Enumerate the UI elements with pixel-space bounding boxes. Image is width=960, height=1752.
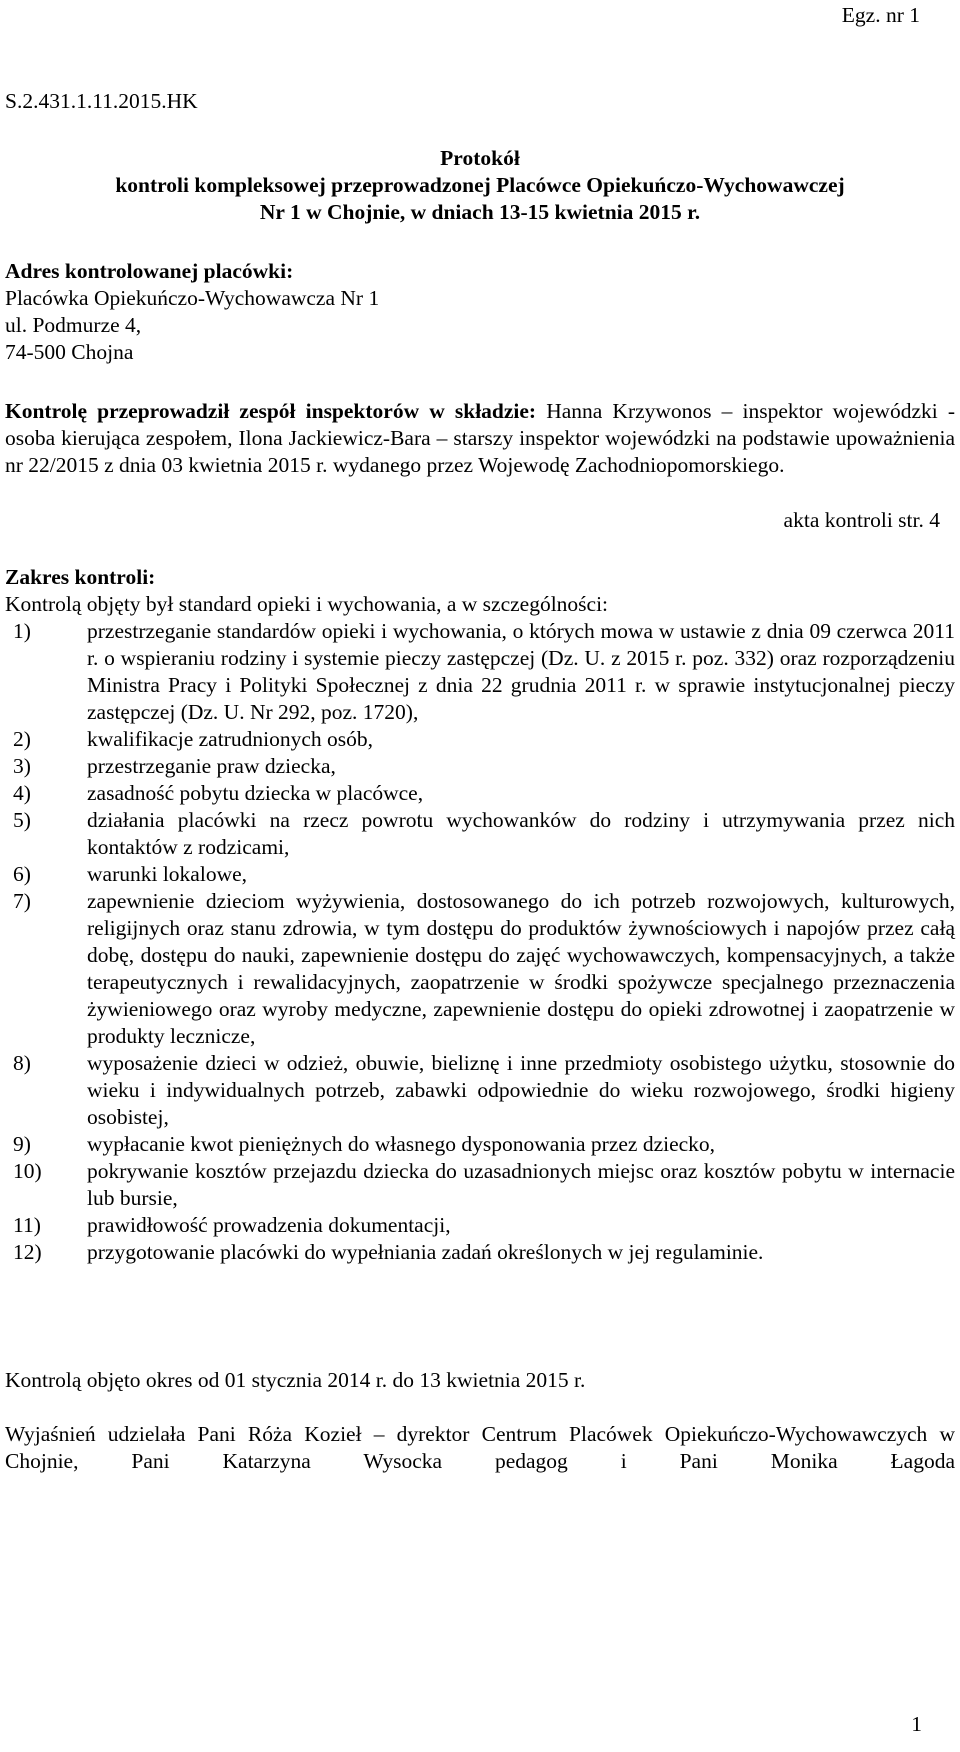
item-number: 6) (13, 862, 31, 886)
item-text: warunki lokalowe, (87, 862, 248, 886)
inspection-lead: Kontrolę przeprowadził zespół inspektorów w składzie: (5, 399, 537, 423)
list-item (5, 1158, 955, 1212)
item-number: 2) (13, 727, 31, 751)
item-text: przestrzeganie standardów opieki i wychowania, o których mowa w ustawie z dnia 09 czerwca 2011 r. o wspieraniu rodziny i systemie pieczy zastępczej (Dz. U. z 2015 r. poz. 332) oraz rozporządzeniu Ministra Pracy i Polityki Społecznej z dnia 22 grudnia 2011 r. w sprawie instytucjonalnej pieczy zastępczej (Dz. U. Nr 292, poz. 1720), (87, 619, 955, 724)
item-text: kwalifikacje zatrudnionych osób, (87, 727, 373, 751)
list-item (5, 726, 955, 753)
list-item (5, 1239, 955, 1266)
item-number: 3) (13, 754, 31, 778)
akta-reference: akta kontroli str. 4 (783, 508, 940, 532)
scope-intro: Kontrolą objęty był standard opieki i wychowania, a w szczególności: (5, 592, 609, 616)
list-item (5, 1212, 955, 1239)
list-item (5, 888, 955, 1050)
item-number: 9) (13, 1132, 31, 1156)
copy-number: Egz. nr 1 (841, 3, 920, 27)
item-number: 7) (13, 889, 31, 913)
item-text: zasadność pobytu dziecka w placówce, (87, 781, 424, 805)
item-number: 11) (13, 1213, 41, 1237)
list-item (5, 618, 955, 726)
address-city: 74-500 Chojna (5, 340, 134, 364)
list-item (5, 807, 955, 861)
address-heading: Adres kontrolowanej placówki: (5, 259, 294, 283)
list-item (5, 861, 955, 888)
title-line-1: Protokół (440, 146, 520, 170)
explanations-paragraph: Wyjaśnień udzielała Pani Róża Kozieł – dyrektor Centrum Placówek Opiekuńczo-Wychowawczych w Chojnie, Pani Katarzyna Wysocka pedagog i Pani Monika Łagoda (5, 1422, 955, 1473)
scope-heading: Zakres kontroli: (5, 565, 156, 589)
address-street: ul. Podmurze 4, (5, 313, 142, 337)
item-text: prawidłowość prowadzenia dokumentacji, (87, 1213, 451, 1237)
item-text: przestrzeganie praw dziecka, (87, 754, 336, 778)
title-line-3: Nr 1 w Chojnie, w dniach 13-15 kwietnia 2015 r. (259, 200, 701, 224)
document-title (0, 145, 960, 226)
scope-list (5, 618, 955, 1266)
item-text: pokrywanie kosztów przejazdu dziecka do uzasadnionych miejsc oraz kosztów pobytu w internacie lub bursie, (87, 1159, 955, 1210)
item-number: 5) (13, 808, 31, 832)
address-name: Placówka Opiekuńczo-Wychowawcza Nr 1 (5, 286, 380, 310)
item-number: 10) (13, 1159, 42, 1183)
item-number: 12) (13, 1240, 42, 1264)
list-item (5, 1131, 955, 1158)
item-number: 1) (13, 619, 31, 643)
title-line-2: kontroli kompleksowej przeprowadzonej Placówce Opiekuńczo-Wychowawczej (115, 173, 845, 197)
item-text: przygotowanie placówki do wypełniania zadań określonych w jej regulaminie. (87, 1240, 764, 1264)
scope-section (5, 564, 955, 1266)
item-text: zapewnienie dzieciom wyżywienia, dostosowanego do ich potrzeb rozwojowych, kulturowych, religijnych oraz stanu zdrowia, w tym dostępu do produktów żywnościowych i napojów przez całą dobę, dostępu do nauki, zapewnienie dostępu do zajęć wychowawczych, kompensacyjnych, a także terapeutycznych i rewalidacyjnych, zaopatrzenie w środki spożywcze specjalnego przeznaczenia żywieniowego oraz wyroby medyczne, zapewnienie dostępu do opieki zdrowotnej i zaopatrzenie w produkty lecznicze, (87, 889, 955, 1048)
inspection-text: Hanna Krzywonos – inspektor wojewódzki - osoba kierująca zespołem, Ilona Jackiewicz-Bara – starszy inspektor wojewódzki na podstawie upoważnienia nr 22/2015 z dnia 03 kwietnia 2015 r. wydanego przez Wojewodę Zachodniopomorskiego. (5, 399, 955, 477)
control-period: Kontrolą objęto okres od 01 stycznia 2014 r. do 13 kwietnia 2015 r. (5, 1368, 586, 1392)
item-number: 4) (13, 781, 31, 805)
address-block (5, 258, 379, 366)
item-number: 8) (13, 1051, 31, 1075)
reference-number: S.2.431.1.11.2015.HK (5, 89, 198, 113)
list-item (5, 753, 955, 780)
item-text: działania placówki na rzecz powrotu wychowanków do rodziny i utrzymywania przez nich kontaktów z rodzicami, (87, 808, 955, 859)
item-text: wyposażenie dzieci w odzież, obuwie, bieliznę i inne przedmioty osobistego użytku, stosownie do wieku i indywidualnych potrzeb, zabawki odpowiednie do wieku rozwojowego, środki higieny osobistej, (87, 1051, 955, 1129)
inspection-team-paragraph (5, 398, 955, 479)
list-item (5, 780, 955, 807)
page-number: 1 (911, 1712, 922, 1736)
item-text: wypłacanie kwot pieniężnych do własnego dysponowania przez dziecko, (87, 1132, 716, 1156)
list-item (5, 1050, 955, 1131)
